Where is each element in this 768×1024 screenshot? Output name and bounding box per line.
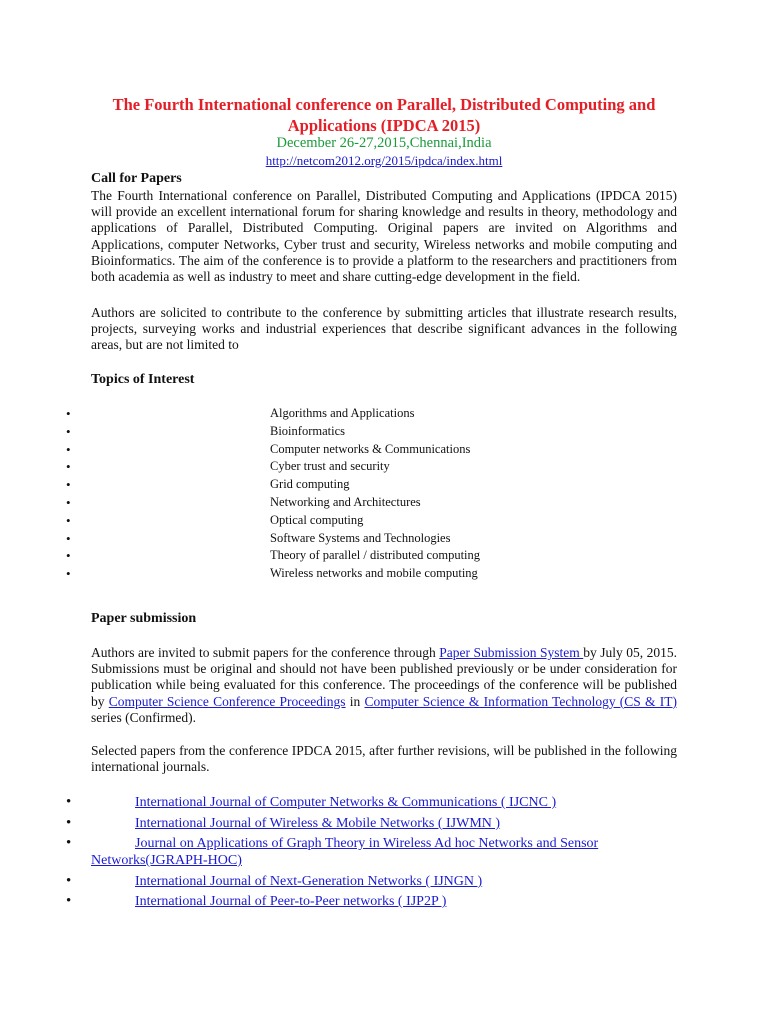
submission-text-2: by July 05, 2015. Submissions must be original and should not have been published previously or be under consideration for publication while being evaluated for this conference. The proceedings of the conference will be published by	[91, 645, 677, 709]
topic-text: Wireless networks and mobile computing	[270, 566, 478, 581]
submission-paragraph	[91, 645, 677, 726]
bullet: •	[66, 815, 72, 831]
bullet: •	[66, 441, 71, 457]
journal-link-ijp2p[interactable]: International Journal of Peer-to-Peer networks ( IJP2P )	[135, 894, 447, 909]
cs-conference-proceedings-link[interactable]: Computer Science Conference Proceedings	[108, 693, 346, 709]
journal-link-ijwmn[interactable]: International Journal of Wireless & Mobile Networks ( IJWMN )	[135, 816, 501, 831]
list-item	[0, 815, 768, 835]
bullet: •	[66, 835, 72, 851]
topic-text: Theory of parallel / distributed computing	[270, 548, 481, 563]
journal-link-jgraph-hoc[interactable]: Journal on Applications of Graph Theory in Wireless Ad hoc Networks and Sensor Networks(JGRAPH-HOC)	[91, 836, 599, 868]
conference-url-line	[90, 153, 678, 169]
journals-list	[0, 794, 768, 913]
list-item	[0, 441, 768, 459]
bullet: •	[66, 893, 72, 909]
list-item	[0, 565, 768, 583]
paper-submission-heading: Paper submission	[91, 611, 197, 626]
bullet: •	[66, 566, 71, 582]
list-item	[0, 512, 768, 530]
list-item	[0, 547, 768, 565]
topic-text: Algorithms and Applications	[270, 406, 415, 420]
bullet: •	[66, 494, 71, 510]
submission-text-3: in	[345, 693, 365, 709]
list-item	[0, 794, 768, 815]
topic-text: Bioinformatics	[270, 423, 345, 438]
submission-text-1: Authors are invited to submit papers for the conference through	[91, 645, 440, 660]
list-item	[0, 835, 768, 873]
bullet: •	[66, 530, 71, 546]
submission-text-4: series (Confirmed).	[91, 709, 196, 725]
list-item	[0, 458, 768, 476]
conference-url-link[interactable]: http://netcom2012.org/2015/ipdca/index.html	[265, 153, 503, 168]
call-for-papers-heading: Call for Papers	[91, 171, 182, 186]
topic-text: Grid computing	[270, 477, 350, 492]
intro-paragraph: The Fourth International conference on Parallel, Distributed Computing and Applications (IPDCA 2015) will provide an excellent international forum for sharing knowledge and results in theory, methodology and applications of Parallel, Distributed Computing. Original papers are invited on Algorithms and Applications, computer Networks, Cyber trust and security, Wireless networks and mobile computing and Bioinformatics. The aim of the conference is to provide a platform to the researchers and practitioners from both academia as well as industry to meet and share cutting-edge development in the field.	[91, 188, 677, 285]
bullet: •	[66, 406, 71, 421]
list-item	[0, 893, 768, 913]
list-item	[0, 476, 768, 494]
list-item	[0, 405, 768, 423]
list-item	[0, 873, 768, 893]
conference-dates-location: December 26-27,2015,Chennai,India	[276, 135, 492, 151]
bullet: •	[66, 794, 72, 810]
topics-list	[0, 405, 768, 583]
list-item	[0, 423, 768, 441]
journal-link-ijngn[interactable]: International Journal of Next-Generation Networks ( IJNGN )	[135, 874, 483, 889]
topics-heading: Topics of Interest	[91, 372, 195, 387]
list-item	[0, 530, 768, 548]
journal-link-ijcnc[interactable]: International Journal of Computer Networks & Communications ( IJCNC )	[135, 795, 557, 810]
topic-text: Cyber trust and security	[270, 459, 390, 474]
solicitation-paragraph: Authors are solicited to contribute to the conference by submitting articles that illustrate research results, projects, surveying works and industrial experiences that describe significant advances in the following areas, but are not limited to	[91, 305, 677, 353]
topic-text: Networking and Architectures	[270, 494, 421, 509]
bullet: •	[66, 873, 72, 889]
journals-intro-paragraph: Selected papers from the conference IPDCA 2015, after further revisions, will be published in the following international journals.	[91, 743, 677, 775]
bullet: •	[66, 548, 71, 564]
bullet: •	[66, 459, 71, 475]
bullet: •	[66, 477, 71, 493]
list-item	[0, 494, 768, 512]
paper-submission-system-link[interactable]: Paper Submission System	[439, 645, 584, 660]
conference-title: The Fourth International conference on Parallel, Distributed Computing and Applications (IPDCA 2015)	[112, 95, 656, 135]
topic-text: Optical computing	[270, 512, 364, 527]
topic-text: Software Systems and Technologies	[270, 530, 451, 545]
bullet: •	[66, 423, 71, 439]
cs-it-series-link[interactable]: Computer Science & Information Technology (CS & IT)	[364, 693, 677, 709]
bullet: •	[66, 512, 71, 528]
topic-text: Computer networks & Communications	[270, 441, 471, 456]
